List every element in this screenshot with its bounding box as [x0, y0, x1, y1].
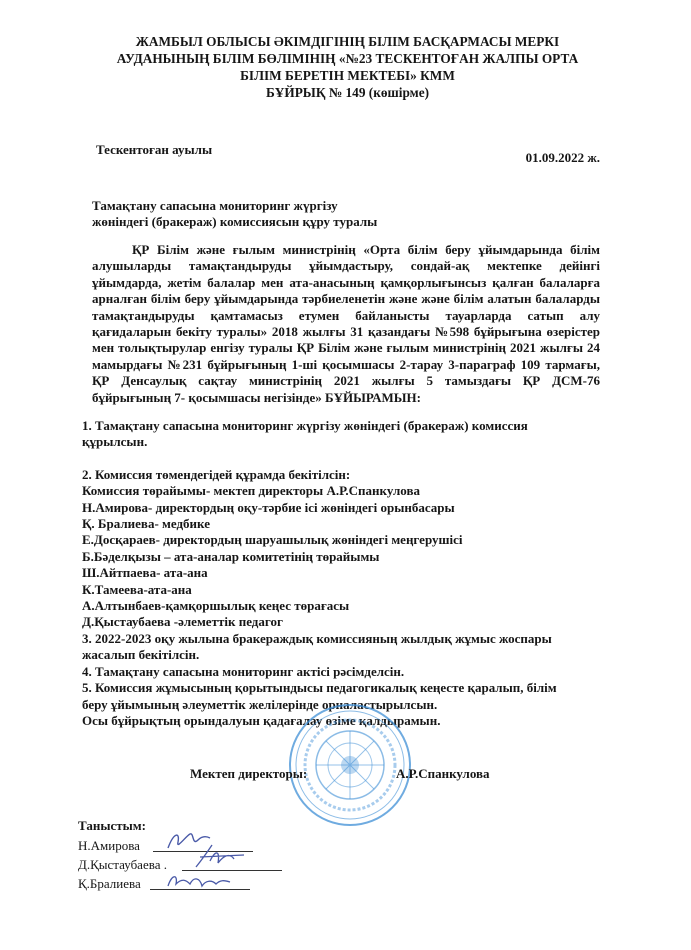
member-item: Д.Қыстаубаева -әлеметтік педагог — [82, 614, 283, 630]
header-line-3: БІЛІМ БЕРЕТІН МЕКТЕБІ» КММ — [240, 68, 455, 83]
item-5-line-2: беру ұйымының әлеуметтік желілерінде орналастырылсын. — [82, 696, 438, 712]
item-5-line-1: 5. Комиссия жұмысының қорытындысы педагогикалық кеңесте қаралып, білім — [82, 680, 557, 696]
acknowledgement-name: Н.Амирова — [78, 838, 140, 853]
order-preamble — [92, 242, 600, 406]
acknowledgement-name: Д.Қыстаубаева . — [78, 857, 167, 872]
member-item: Ш.Айтпаева- ата-ана — [82, 565, 208, 581]
member-item: Комиссия төрайымы- мектеп директоры А.Р.Спанкулова — [82, 483, 420, 499]
document-header — [80, 33, 615, 101]
member-item: Е.Досқараев- директордың шаруашылық жөніндегі меңгерушісі — [82, 532, 463, 548]
member-item: К.Тамеева-ата-ана — [82, 581, 192, 597]
acknowledgement-title: Таныстым: — [78, 818, 146, 833]
header-line-1: ЖАМБЫЛ ОБЛЫСЫ ӘКІМДІГІНІҢ БІЛІМ БАСҚАРМАСЫ МЕРКІ — [135, 34, 560, 49]
subject-line-1: Тамақтану сапасына мониторинг жүргізу — [92, 198, 338, 213]
control-clause: Осы бұйрықтың орындалуын қадағалау өзіме қалдырамын. — [82, 712, 441, 728]
order-number: БҰЙРЫҚ № 149 (көшірме) — [265, 85, 430, 100]
director-signature-row — [190, 766, 510, 782]
place-name: Тескентоған ауылы — [96, 142, 213, 157]
order-date: 01.09.2022 ж. — [525, 150, 600, 165]
official-stamp-icon — [287, 702, 413, 828]
order-items — [82, 418, 592, 729]
handwritten-signature-icon — [164, 868, 234, 894]
director-name: А.Р.Спанкулова — [396, 766, 490, 781]
member-item: Н.Амирова- директордың оқу-тәрбие ісі жөніндегі орынбасары — [82, 499, 455, 515]
preamble-paragraph: ҚР Білім және ғылым министрінің «Орта білім беру ұйымдарында білім алушыларды тамақтандыруды ұйымдастыру, сондай-ақ мектепке дейінгі ұйымдарда, жетім балалар мен ата-анасының қамқорлығынсыз қалған балаларға арналған білім беру ұйымдарында тәрбиеленетін және және білім алатын балаларды тамақтандыруды қамтамасыз етумен байланысты тауарларда сатып алу қағидаларын бекіту туралы» 2018 жылғы 31 қазандағы №598 бұйрығына өзерістер мен толықтырулар енгізу туралы ҚР Білім және ғылым министрінің 2021 жылғы 24 мамырдағы №231 бұйрығының 1-ші қосымшасы 2-тарау 3-параграф 109 тармағы, ҚР Денсаулық сақтау министрінің 2021 жылғы 5 тамыздағы ҚР ДСМ-76 бұйрығының 7- қосымшасы негізінде» БҰЙЫРАМЫН: — [92, 242, 600, 405]
member-item: Қ. Бралиева- медбике — [82, 516, 210, 532]
acknowledgement-row — [78, 857, 167, 876]
item-3-line-1: 3. 2022-2023 оқу жылына бракераждық комиссияның жылдық жұмыс жоспары — [82, 630, 552, 646]
subject-line-2: жөніндегі (бракераж) комиссиясын құру туралы — [92, 214, 378, 229]
member-item: А.Алтынбаев-қамқоршылық кеңес төрағасы — [82, 598, 350, 614]
order-subject — [92, 198, 377, 230]
item-2-title: 2. Комиссия төмендегідей құрамда бекітілсін: — [82, 466, 351, 482]
director-title: Мектеп директоры: — [190, 766, 308, 781]
member-item: Б.Бәделқызы – ата-аналар комитетінің төрайымы — [82, 548, 380, 564]
item-4: 4. Тамақтану сапасына мониторинг актісі рәсімделсін. — [82, 663, 405, 679]
acknowledgement-block — [78, 818, 167, 895]
item-1-line-2: құрылсын. — [82, 434, 148, 450]
acknowledgement-row — [78, 876, 167, 895]
header-line-2: АУДАНЫНЫҢ БІЛІМ БӨЛІМІНІҢ «№23 ТЕСКЕНТОҒАН ЖАЛПЫ ОРТА — [116, 51, 579, 66]
item-1-line-1: 1. Тамақтану сапасына мониторинг жүргізу жөніндегі (бракераж) комиссия — [82, 418, 528, 433]
item-3-line-2: жасалып бекітілсін. — [82, 647, 200, 663]
place-date-row — [96, 142, 600, 165]
acknowledgement-row — [78, 838, 167, 857]
acknowledgement-name: Қ.Бралиева — [78, 876, 141, 891]
